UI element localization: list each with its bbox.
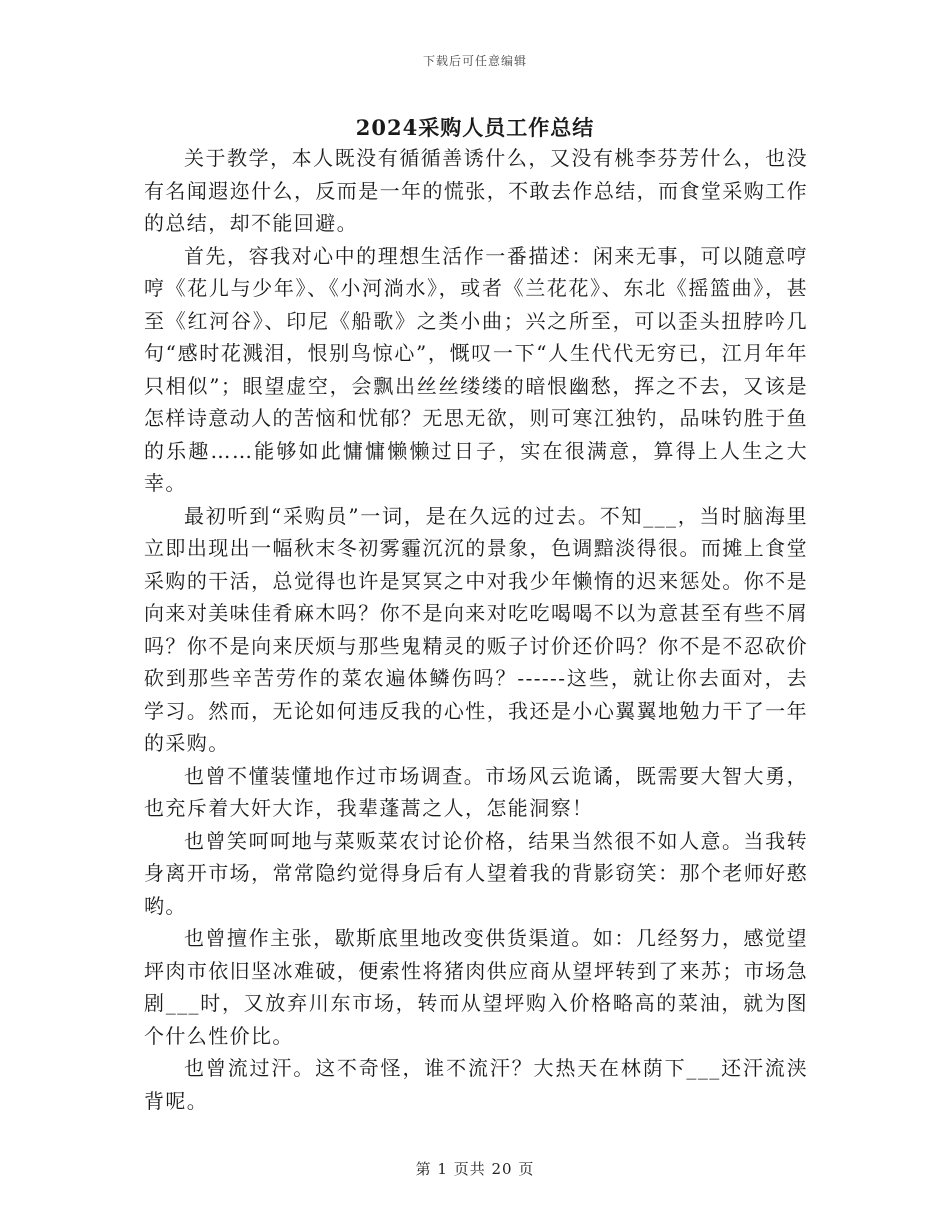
paragraph: 也曾笑呵呵地与菜贩菜农讨论价格，结果当然很不如人意。当我转身离开市场，常常隐约觉得身后有人望着我的背影窃笑：那个老师好憨哟。 — [144, 828, 808, 918]
paragraph: 也曾流过汗。这不奇怪，谁不流汗？大热天在林荫下___还汗流浃背呢。 — [144, 1056, 808, 1113]
paragraph: 也曾擅作主张，歇斯底里地改变供货渠道。如：几经努力，感觉望坪肉市依旧坚冰难破，便索性将猪肉供应商从望坪转到了来苏；市场急剧___时，又放弃川东市场，转而从望坪购入价格略高的菜油，就为图个什么性价比。 — [144, 926, 808, 1048]
document-title: 2024采购人员工作总结 — [355, 115, 595, 140]
paragraph: 最初听到“采购员”一词，是在久远的过去。不知___，当时脑海里立即出现出一幅秋末冬初雾霾沉沉的景象，色调黯淡得很。而摊上食堂采购的干活，总觉得也许是冥冥之中对我少年懒惰的迟来惩处。你不是向来对美味佳肴麻木吗？你不是向来对吃吃喝喝不以为意甚至有些不屑吗？你不是向来厌烦与那些鬼精灵的贩子讨价还价吗？你不是不忍砍价砍到那些辛苦劳作的菜农遍体鳞伤吗？------这些，就让你去面对，去学习。然而，无论如何违反我的心性，我还是小心翼翼地勉力干了一年的采购。 — [144, 503, 808, 755]
document-body — [144, 142, 808, 1117]
paragraph: 也曾不懂装懂地作过市场调查。市场风云诡谲，既需要大智大勇，也充斥着大奸大诈，我辈蓬蒿之人，怎能洞察！ — [144, 763, 808, 820]
page-number-footer: 第 1 页共 20 页 — [415, 1160, 535, 1178]
paragraph: 首先，容我对心中的理想生活作一番描述：闲来无事，可以随意哼哼《花儿与少年》、《小河淌水》，或者《兰花花》、东北《摇篮曲》，甚至《红河谷》、印尼《船歌》之类小曲；兴之所至，可以歪头扭脖吟几句“感时花溅泪，恨别鸟惊心”，慨叹一下“人生代代无穷已，江月年年只相似”；眼望虚空，会飘出丝丝缕缕的暗恨幽愁，挥之不去，又该是怎样诗意动人的苦恼和忧郁？无思无欲，则可寒江独钓，品味钓胜于鱼的乐趣……能够如此慵慵懒懒过日子，实在很满意，算得上人生之大幸。 — [144, 243, 808, 495]
paragraph: 关于教学，本人既没有循循善诱什么，又没有桃李芬芳什么，也没有名闻遐迩什么，反而是一年的慌张，不敢去作总结，而食堂采购工作的总结，却不能回避。 — [144, 146, 808, 235]
header-note: 下载后可任意编辑 — [422, 54, 527, 68]
